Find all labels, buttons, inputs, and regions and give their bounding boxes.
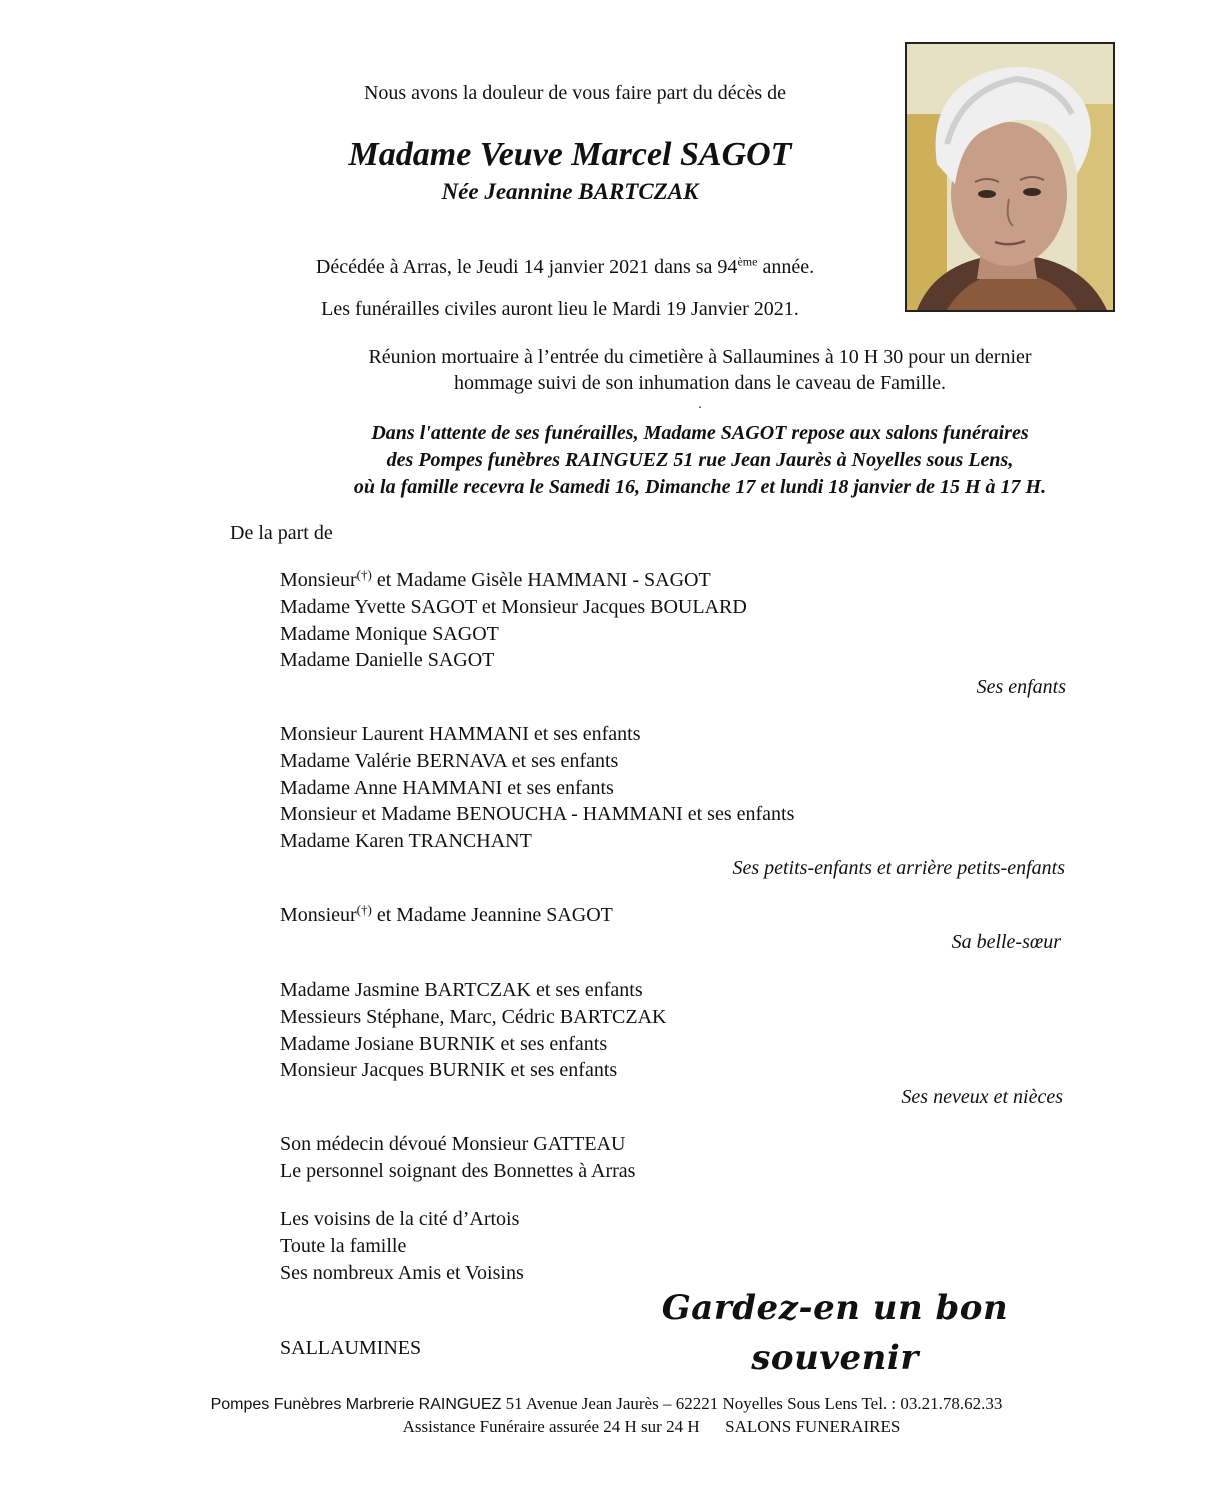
children-list xyxy=(280,567,980,674)
from-label: De la part de xyxy=(230,522,333,544)
footer-line-1 xyxy=(0,1393,1213,1416)
list-item: Madame Danielle SAGOT xyxy=(280,649,495,672)
list-item: Son médecin dévoué Monsieur GATTEAU xyxy=(280,1133,626,1155)
list-item: Monsieur Jacques BURNIK et ses enfants xyxy=(280,1059,618,1082)
grandchildren-list xyxy=(280,721,980,855)
care-list xyxy=(280,1131,980,1185)
intro-text: Nous avons la douleur de vous faire part du décès de xyxy=(363,82,787,104)
list-item: Madame Anne HAMMANI et ses enfants xyxy=(280,776,614,799)
role-grandchildren: Ses petits-enfants et arrière petits-enfants xyxy=(732,857,1065,879)
others-list xyxy=(280,1206,980,1286)
role-sister-in-law: Sa belle-sœur xyxy=(951,931,1061,953)
gathering-text: Réunion mortuaire à l’entrée du cimetière à Sallaumines à 10 H 30 pour un dernier hommage suivi de son inhumation dans le caveau de Famille. xyxy=(368,346,1032,394)
place-name: SALLAUMINES xyxy=(280,1337,422,1359)
death-line: Décédée à Arras, le Jeudi 14 janvier 2021 dans sa 94ème année. xyxy=(315,254,815,278)
viewing-notice: Dans l'attente de ses funérailles, Madame SAGOT repose aux salons funéraires des Pompes funèbres RAINGUEZ 51 rue Jean Jaurès à Noyelles sous Lens, où la famille recevra le Samedi 16, Dimanche 17 et lundi 18 janvier de 15 H à 17 H. xyxy=(353,422,1047,498)
separator-dot: . xyxy=(698,397,702,412)
list-item: Le personnel soignant des Bonnettes à Arras xyxy=(280,1159,636,1182)
birth-name: Née Jeannine BARTCZAK xyxy=(441,179,699,204)
list-item: Toute la famille xyxy=(280,1234,407,1257)
footer-brand: Pompes Funèbres Marbrerie RAINGUEZ xyxy=(210,1396,502,1413)
portrait-illustration xyxy=(907,44,1113,310)
list-item: Les voisins de la cité d’Artois xyxy=(280,1208,520,1230)
portrait-photo xyxy=(905,42,1115,312)
nephews-list xyxy=(280,977,980,1084)
list-item: Madame Yvette SAGOT et Monsieur Jacques BOULARD xyxy=(280,595,747,618)
deceased-mark: (†) xyxy=(356,567,372,582)
role-children: Ses enfants xyxy=(976,676,1066,698)
list-item: Monsieur(†) et Madame Gisèle HAMMANI - SAGOT xyxy=(280,567,711,591)
deceased-name: Madame Veuve Marcel SAGOT xyxy=(348,136,792,173)
list-item: Madame Jasmine BARTCZAK et ses enfants xyxy=(280,979,643,1001)
footer-address: 51 Avenue Jean Jaurès – 62221 Noyelles Sous Lens Tel. : 03.21.78.62.33 xyxy=(501,1394,1003,1413)
deceased-mark: (†) xyxy=(356,902,372,917)
list-item: Ses nombreux Amis et Voisins xyxy=(280,1261,524,1284)
list-item: Monsieur Laurent HAMMANI et ses enfants xyxy=(280,723,641,745)
list-item: Madame Monique SAGOT xyxy=(280,622,499,645)
footer-line-2: Assistance Funéraire assurée 24 H sur 24 H SALONS FUNERAIRES xyxy=(402,1417,901,1436)
list-item: Madame Karen TRANCHANT xyxy=(280,830,532,853)
role-nephews: Ses neveux et nièces xyxy=(901,1086,1063,1108)
list-item: Monsieur et Madame BENOUCHA - HAMMANI et ses enfants xyxy=(280,803,795,826)
sister-in-law-list xyxy=(280,902,980,929)
funeral-line: Les funérailles civiles auront lieu le Mardi 19 Janvier 2021. xyxy=(321,298,799,320)
list-item: Monsieur(†) et Madame Jeannine SAGOT xyxy=(280,902,613,926)
list-item: Madame Josiane BURNIK et ses enfants xyxy=(280,1032,608,1055)
signoff-text: Gardez-en un bon souvenir xyxy=(661,1288,1009,1378)
list-item: Madame Valérie BERNAVA et ses enfants xyxy=(280,749,619,772)
list-item: Messieurs Stéphane, Marc, Cédric BARTCZAK xyxy=(280,1005,667,1028)
